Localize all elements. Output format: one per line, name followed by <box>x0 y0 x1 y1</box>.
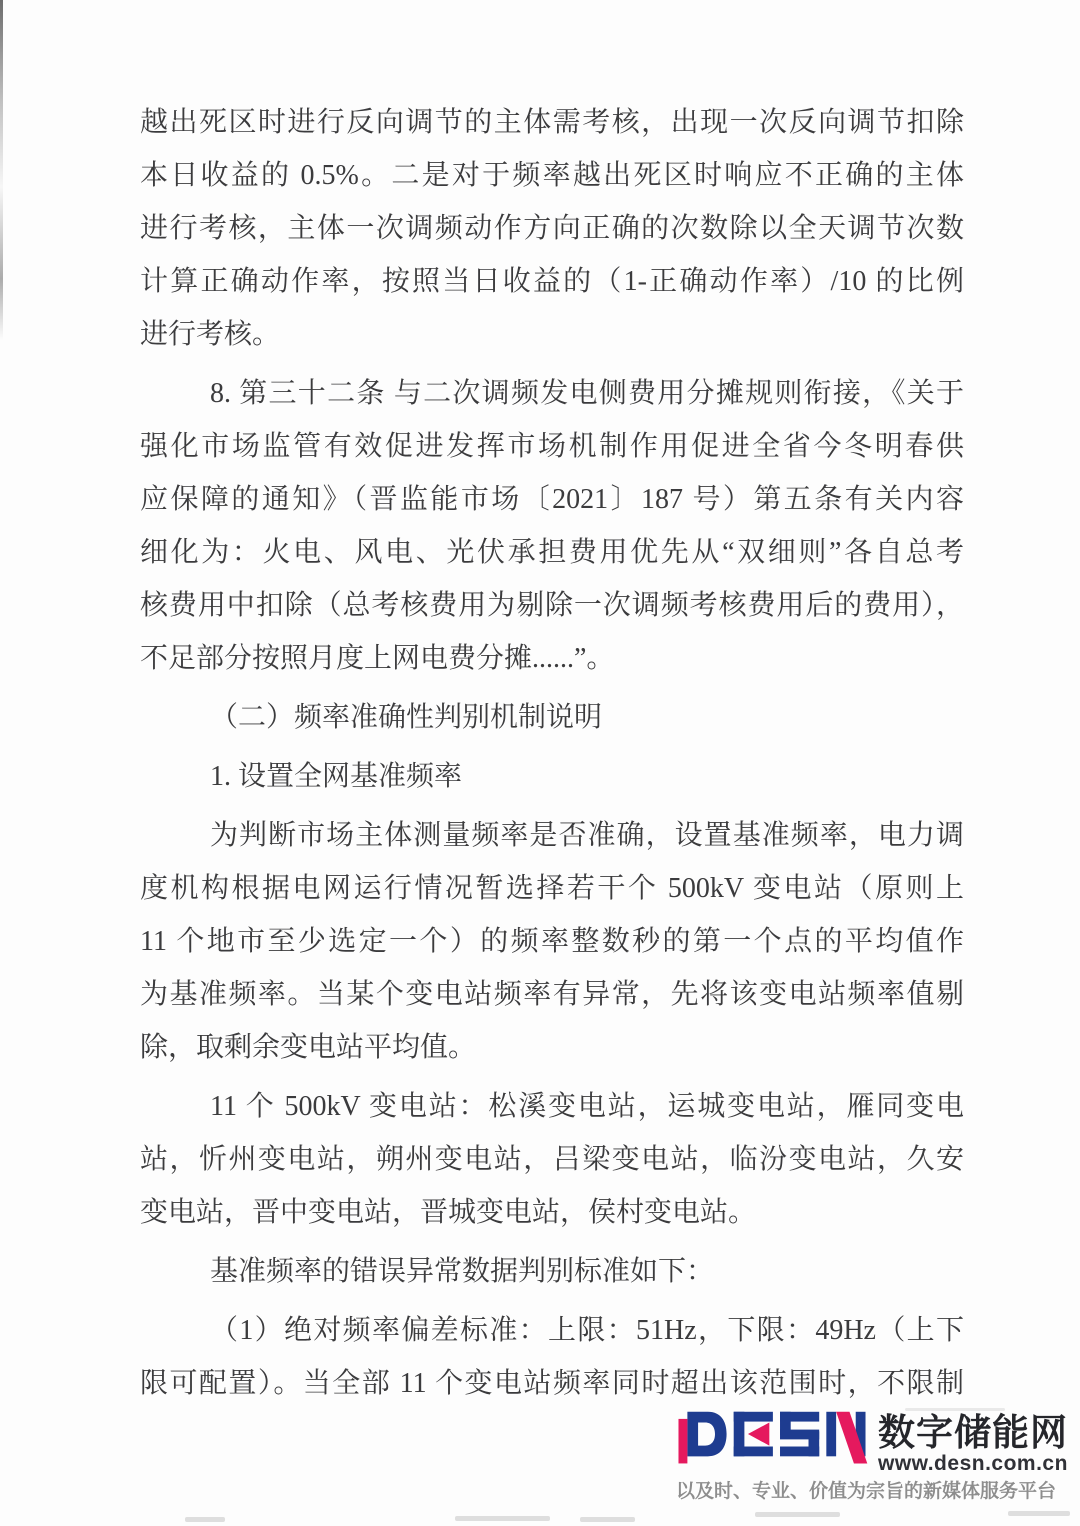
text-line: （二）频率准确性判别机制说明 <box>210 702 603 733</box>
site-name: 数字储能网 <box>878 1412 1068 1453</box>
desn-logo-icon <box>676 1410 868 1467</box>
site-text-block <box>878 1410 1068 1475</box>
text-line: 越出死区时进行反向调节的主体需考核，出现一次反向调节扣除 <box>140 107 964 138</box>
text-line: 11 个 500kV 变电站：松溪变电站，运城变电站，雁同变电 <box>210 1091 964 1122</box>
text-line: （1）绝对频率偏差标准：上限：51Hz，下限：49Hz（上下 <box>210 1315 964 1346</box>
text-line: 8. 第三十二条 与二次调频发电侧费用分摊规则衔接，《关于 <box>210 378 964 409</box>
desn-logo-row <box>676 1410 1068 1475</box>
paragraph <box>140 1304 964 1410</box>
scan-artifact <box>185 1517 225 1522</box>
paragraph <box>140 367 964 685</box>
text-line: 细化为：火电、风电、光伏承担费用优先从“双细则”各自总考 <box>140 537 964 568</box>
text-line: 变电站，晋中变电站，晋城变电站，侯村变电站。 <box>140 1197 757 1228</box>
text-line: 核费用中扣除（总考核费用为剔除一次调频考核费用后的费用）， <box>140 590 964 621</box>
paragraph <box>140 96 964 361</box>
scan-edge-artifact <box>0 0 3 340</box>
document-text <box>140 96 964 1410</box>
text-line: 站，忻州变电站，朔州变电站，吕梁变电站，临汾变电站，久安 <box>140 1144 964 1175</box>
text-line: 进行考核。 <box>140 319 281 350</box>
text-line: 应保障的通知》（晋监能市场〔2021〕187 号）第五条有关内容 <box>140 484 964 515</box>
site-slogan: 以及时、专业、价值为宗旨的新媒体服务平台 <box>676 1481 1057 1502</box>
text-line: 除，取剩余变电站平均值。 <box>140 1032 477 1063</box>
text-line: 基准频率的错误异常数据判别标准如下： <box>210 1256 715 1287</box>
text-line: 不足部分按照月度上网电费分摊......”。 <box>140 643 615 674</box>
text-line: 进行考核，主体一次调频动作方向正确的次数除以全天调节次数 <box>140 213 964 244</box>
site-url: www.desn.com.cn <box>878 1452 1068 1475</box>
text-line: 11 个地市至少选定一个）的频率整数秒的第一个点的平均值作 <box>140 926 964 957</box>
text-line: 1. 设置全网基准频率 <box>210 761 463 792</box>
text-line: 计算正确动作率，按照当日收益的（1-正确动作率）/10 的比例 <box>140 266 964 297</box>
scan-artifact <box>905 1408 1005 1411</box>
scan-artifact <box>1008 1511 1070 1516</box>
text-line: 本日收益的 0.5%。二是对于频率越出死区时响应不正确的主体 <box>140 160 964 191</box>
text-line: 为判断市场主体测量频率是否准确，设置基准频率，电力调 <box>210 820 964 851</box>
desn-watermark <box>676 1410 1068 1502</box>
scan-artifact <box>580 1517 635 1522</box>
paragraph <box>140 691 964 744</box>
scan-artifact <box>755 1512 840 1517</box>
text-line: 度机构根据电网运行情况暂选择若干个 500kV 变电站（原则上 <box>140 873 964 904</box>
paragraph <box>140 1245 964 1298</box>
paragraph <box>140 1080 964 1239</box>
text-line: 为基准频率。当某个变电站频率有异常，先将该变电站频率值剔 <box>140 979 964 1010</box>
scan-artifact <box>455 1516 550 1521</box>
text-line: 限可配置）。当全部 11 个变电站频率同时超出该范围时，不限制 <box>140 1368 964 1399</box>
paragraph <box>140 809 964 1074</box>
text-line: 强化市场监管有效促进发挥市场机制作用促进全省今冬明春供 <box>140 431 964 462</box>
paragraph <box>140 750 964 803</box>
